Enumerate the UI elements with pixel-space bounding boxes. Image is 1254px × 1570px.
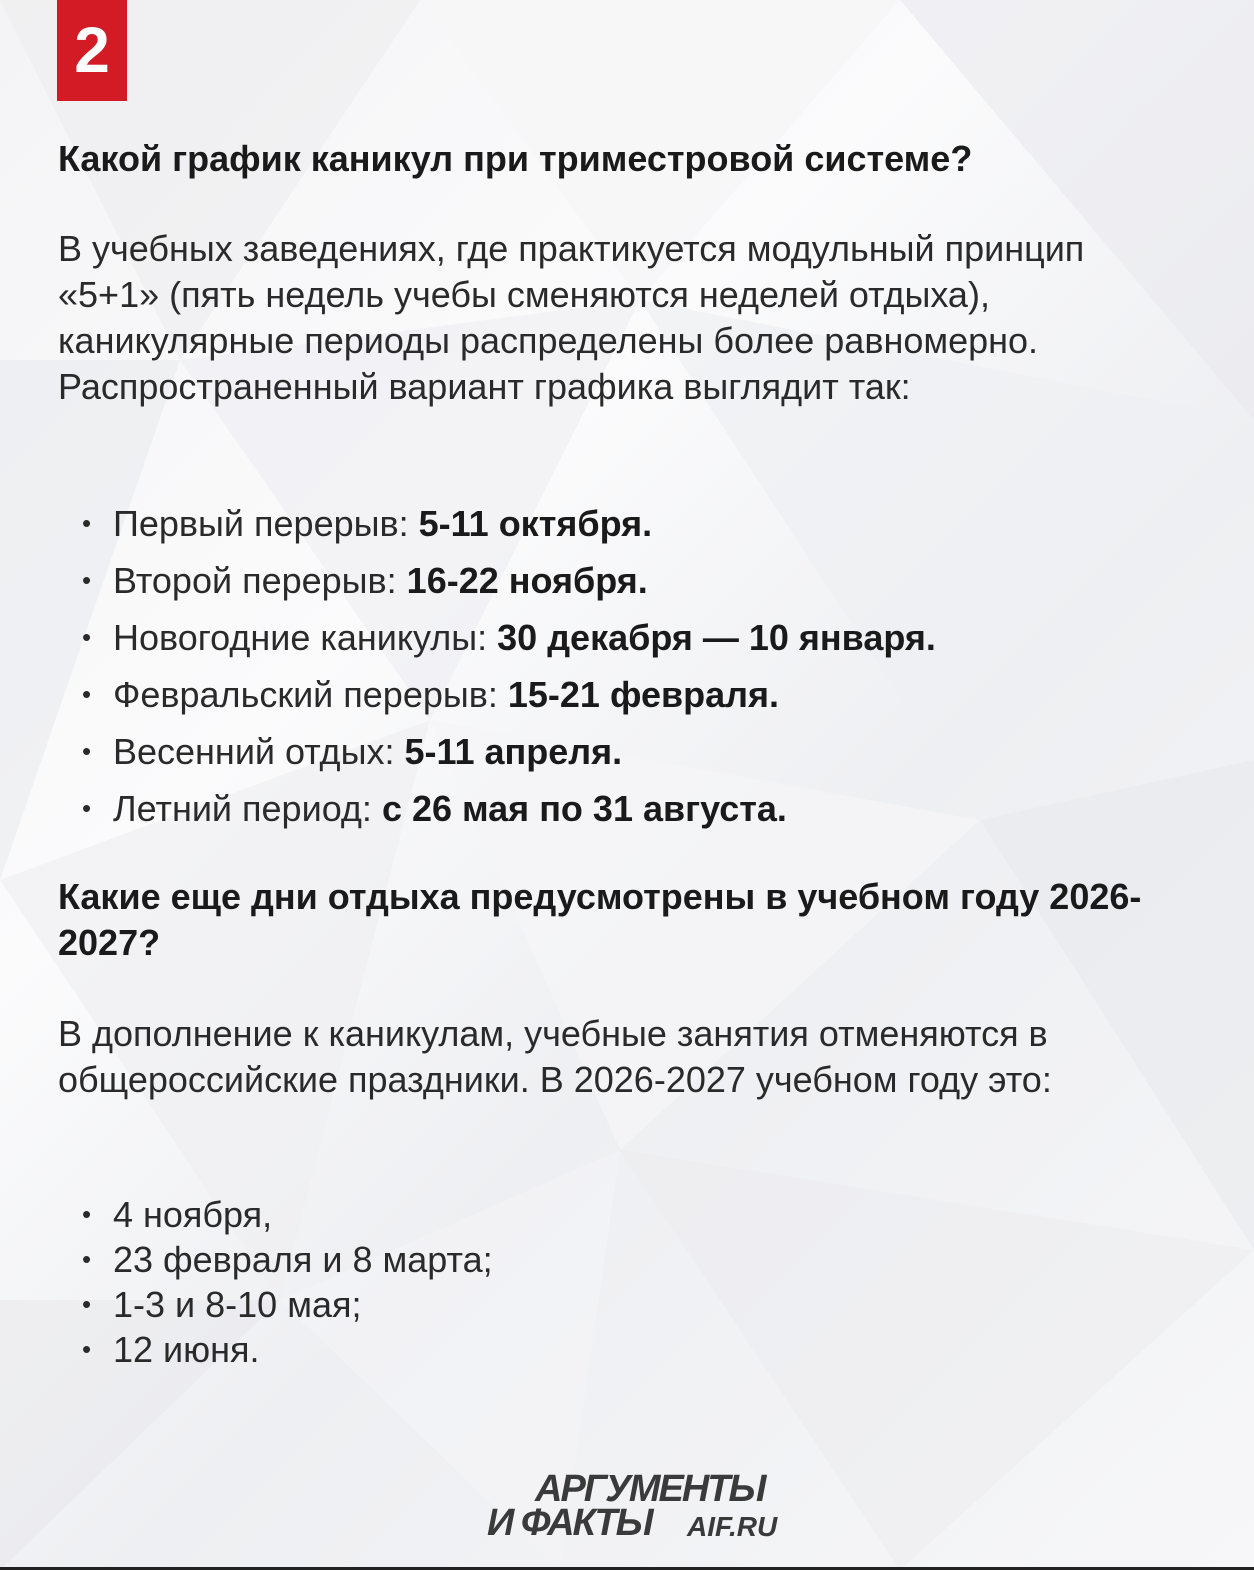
item-value: 15-21 февраля. [507, 674, 780, 715]
section2-paragraph: В дополнение к каникулам, учебные занятия отменяются в общероссийские праздники. В 2026-2027 учебном году это: [58, 1013, 1052, 1100]
item-label: Февральский перерыв: [113, 674, 508, 715]
item-label: Весенний отдых: [113, 731, 405, 772]
item-text: 4 ноября, [113, 1194, 273, 1235]
section2-heading: Какие еще дни отдыха предусмотрены в учебном году 2026-2027? [58, 876, 1142, 963]
list-item [58, 723, 936, 780]
list-item [58, 495, 936, 552]
bullet-icon: • [82, 1334, 92, 1364]
item-text: 23 февраля и 8 марта; [113, 1239, 493, 1280]
list-item [58, 1327, 493, 1372]
page-number-badge: 2 [57, 0, 127, 101]
list-item [58, 1282, 493, 1327]
item-label: Первый перерыв: [113, 503, 419, 544]
section1-paragraph: В учебных заведениях, где практикуется модульный принцип «5+1» (пять недель учебы сменяются неделей отдыха), каникулярные периоды распределены более равномерно. Распространенный вариант графика выглядит так: [58, 228, 1085, 407]
item-value: 5-11 апреля. [404, 731, 623, 772]
item-value: с 26 мая по 31 августа. [381, 788, 787, 829]
bullet-icon: • [82, 793, 92, 823]
bullet-icon: • [82, 565, 92, 595]
bullet-icon: • [82, 1244, 92, 1274]
item-label: Новогодние каникулы: [113, 617, 498, 658]
item-value: 30 декабря — 10 января. [497, 617, 936, 658]
list-item [58, 666, 936, 723]
item-label: Летний период: [113, 788, 382, 829]
list-item [58, 1237, 493, 1282]
list-item [58, 609, 936, 666]
item-value: 5-11 октября. [418, 503, 653, 544]
list-item [58, 780, 936, 837]
holiday-schedule-list [58, 495, 936, 837]
section1-heading: Какой график каникул при триместровой системе? [58, 138, 973, 179]
bullet-icon: • [82, 508, 92, 538]
bullet-icon: • [82, 622, 92, 652]
bullet-icon: • [82, 1199, 92, 1229]
list-item [58, 1192, 493, 1237]
item-label: Второй перерыв: [113, 560, 407, 601]
bullet-icon: • [82, 736, 92, 766]
bullet-icon: • [82, 1289, 92, 1319]
list-item [58, 552, 936, 609]
item-text: 1-3 и 8-10 мая; [113, 1284, 362, 1325]
public-holidays-list [58, 1192, 493, 1372]
logo-line2: И ФАКТЫ [487, 1502, 652, 1544]
item-value: 16-22 ноября. [406, 560, 648, 601]
aif-logo [487, 1470, 807, 1545]
logo-site: AIF.RU [687, 1511, 778, 1542]
item-text: 12 июня. [113, 1329, 260, 1370]
logo-line1: АРГУМЕНТЫ [535, 1468, 765, 1510]
bullet-icon: • [82, 679, 92, 709]
